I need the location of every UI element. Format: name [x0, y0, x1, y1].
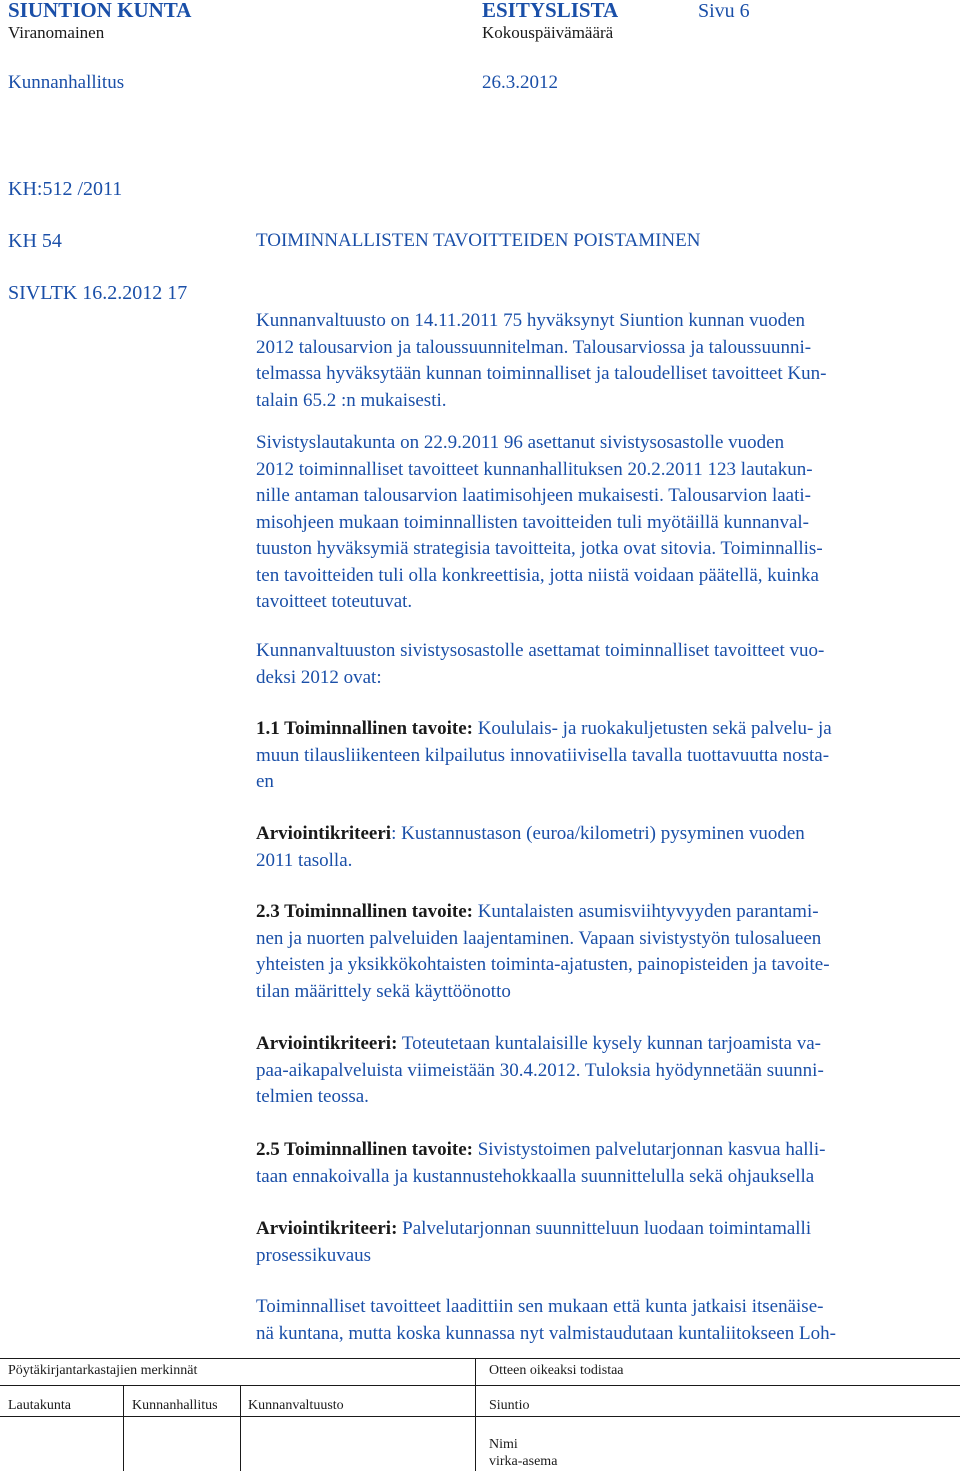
criterion-label: Arviointikriteeri:: [256, 1218, 398, 1239]
text-line: Toiminnalliset tavoitteet laadittiin sen mukaan että kunta jatkaisi itsenäise-: [256, 1296, 824, 1317]
text-line: prosessikuvaus: [256, 1244, 372, 1266]
footer-col-line: [123, 1385, 124, 1471]
position-label: virka-asema: [489, 1454, 558, 1469]
text-line: tavoitteet toteutuvat.: [256, 591, 413, 612]
text-line: 2012 talousarvion ja taloussuunnitelman. Talousarviossa ja taloussuunni-: [256, 336, 812, 358]
text-line: Koululais- ja ruokakuljetusten sekä palvelu- ja: [472, 718, 832, 739]
text-line: nen ja nuorten palveluiden laajentaminen. Vapaan sivistystyön tulosalueen: [256, 927, 822, 949]
text-line: en: [256, 771, 274, 792]
text-line: Kuntalaisten asumisviihtyvyyden parantami-: [472, 901, 819, 922]
criterion-label: Arviointikriteeri:: [256, 1033, 398, 1054]
place-label: Siuntio: [489, 1398, 530, 1413]
paragraph-education-board: [256, 430, 956, 616]
text-line: yhteisten ja yksikkökohtaisten toiminta-ajatusten, painopisteiden ja tavoite-: [256, 954, 830, 975]
criterion-1-1: [256, 821, 956, 874]
text-line: Sivistystoimen palvelutarjonnan kasvua halli-: [472, 1139, 826, 1160]
text-line: Kunnanvaltuuston sivistysosastolle asettamat toiminnalliset tavoitteet vuo-: [256, 640, 825, 661]
name-label: Nimi: [489, 1437, 518, 1452]
text-line: Palvelutarjonnan suunnitteluun luodaan toimintamalli: [397, 1218, 812, 1239]
certified-copy-label: Otteen oikeaksi todistaa: [489, 1363, 624, 1378]
paragraph-goals-intro: [256, 638, 956, 691]
kh-section: KH 54: [8, 230, 62, 252]
text-line: : Kustannustason (euroa/kilometri) pysyminen vuoden: [391, 823, 805, 844]
text-line: talain 65.2 :n mukaisesti.: [256, 389, 447, 411]
goal-1-1: [256, 716, 956, 796]
footer-executive-label: Kunnanhallitus: [132, 1398, 218, 1413]
text-line: deksi 2012 ovat:: [256, 666, 382, 688]
page-number: Sivu 6: [698, 0, 750, 22]
paragraph-council-decision: [256, 308, 956, 414]
authority-label: Viranomainen: [8, 23, 105, 42]
footer-col-line: [240, 1385, 241, 1471]
meeting-date: 26.3.2012: [482, 72, 558, 93]
text-line: 2012 toiminnalliset tavoitteet kunnanhallituksen 20.2.2011 123 lautakun-: [256, 458, 813, 480]
paragraph-closing: [256, 1294, 956, 1347]
footer-row-line: [0, 1385, 475, 1386]
text-line: Kunnanvaltuusto on 14.11.2011 75 hyväksynyt Siuntion kunnan vuoden: [256, 310, 806, 331]
text-line: telmassa hyväksytään kunnan toiminnalliset ja taloudelliset tavoitteet Kun-: [256, 363, 827, 384]
footer-row-line: [0, 1416, 960, 1417]
text-line: taan ennakoivalla ja kustannustehokkaalla suunnittelulla sekä ohjauksella: [256, 1165, 815, 1187]
text-line: Sivistyslautakunta on 22.9.2011 96 asettanut sivistysosastolle vuoden: [256, 432, 785, 453]
text-line: 2011 tasolla.: [256, 849, 353, 871]
text-line: telmien teossa.: [256, 1086, 369, 1107]
text-line: ten tavoitteiden tuli olla konkreettisia, jotta niistä voidaan päätellä, kuinka: [256, 564, 819, 586]
goal-label: 1.1 Toiminnallinen tavoite:: [256, 718, 473, 739]
checkers-label: Pöytäkirjantarkastajien merkinnät: [8, 1363, 198, 1378]
case-reference: KH:512 /2011: [8, 178, 123, 200]
footer-row-line: [475, 1385, 960, 1386]
text-line: tuuston hyväksymiä strategisia tavoitteita, jotka ovat sitovia. Toiminnallis-: [256, 538, 823, 559]
meeting-date-label: Kokouspäivämäärä: [482, 23, 614, 42]
footer-board-label: Lautakunta: [8, 1398, 71, 1413]
criterion-2-5: [256, 1216, 956, 1269]
goal-label: 2.3 Toiminnallinen tavoite:: [256, 901, 473, 922]
authority-name: Kunnanhallitus: [8, 72, 125, 93]
document-type: ESITYSLISTA: [482, 0, 619, 22]
text-line: misohjeen mukaan toiminnallisten tavoitteiden tuli myötäillä kunnanval-: [256, 511, 809, 533]
case-title: TOIMINNALLISTEN TAVOITTEIDEN POISTAMINEN: [256, 230, 701, 251]
footer-divider: [475, 1358, 476, 1471]
footer-council-label: Kunnanvaltuusto: [248, 1398, 344, 1413]
text-line: nä kuntana, mutta koska kunnassa nyt valmistaudutaan kuntaliitokseen Loh-: [256, 1322, 836, 1344]
text-line: muun tilausliikenteen kilpailutus innovatiivisella tavalla tuottavuutta nosta-: [256, 744, 830, 766]
goal-2-3: [256, 899, 956, 1005]
text-line: Toteutetaan kuntalaisille kysely kunnan tarjoamista va-: [397, 1033, 821, 1054]
criterion-label: Arviointikriteeri: [256, 823, 392, 844]
text-line: nille antaman talousarvion laatimisohjeen mukaisesti. Talousarvion laati-: [256, 485, 811, 506]
sivltk-section: SIVLTK 16.2.2012 17: [8, 282, 188, 304]
criterion-2-3: [256, 1031, 956, 1111]
text-line: paa-aikapalveluista viimeistään 30.4.2012. Tuloksia hyödynnetään suunni-: [256, 1059, 824, 1081]
goal-label: 2.5 Toiminnallinen tavoite:: [256, 1139, 473, 1160]
text-line: tilan määrittely sekä käyttöönotto: [256, 980, 511, 1002]
goal-2-5: [256, 1137, 956, 1190]
organization-name: SIUNTION KUNTA: [8, 0, 192, 22]
